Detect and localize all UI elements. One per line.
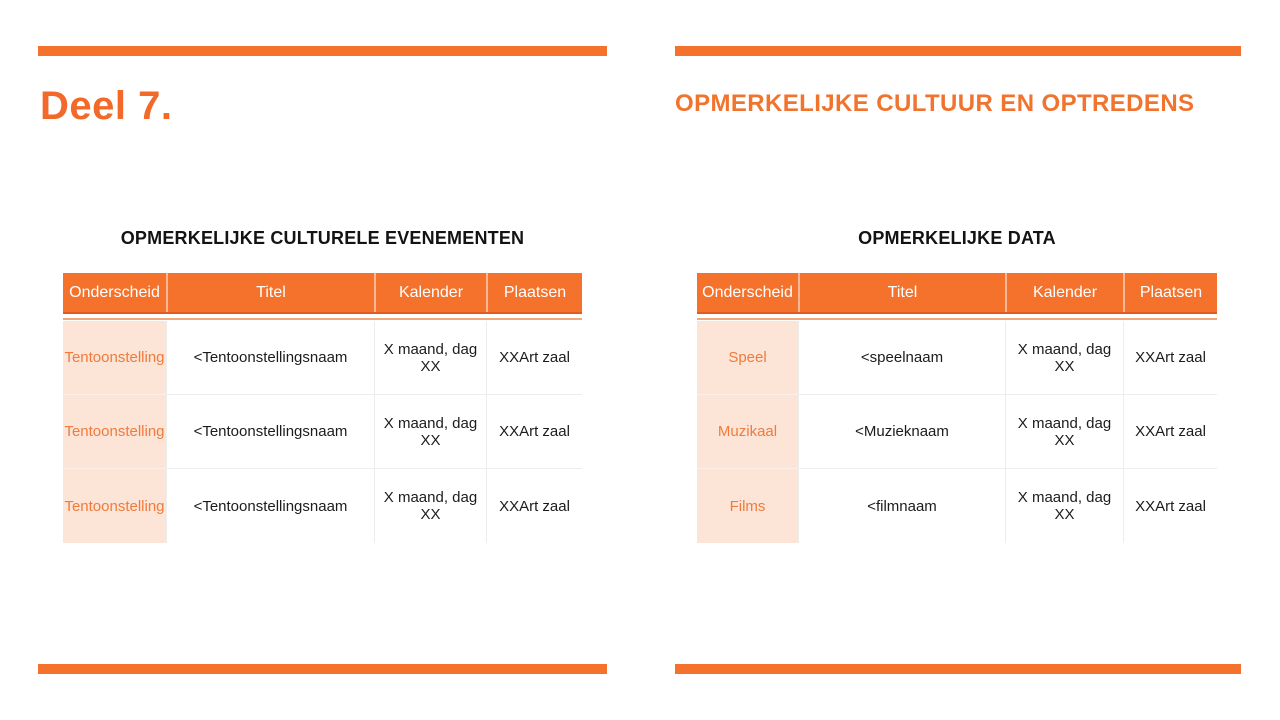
header-underline <box>697 318 1217 320</box>
cell-title: <Tentoonstellingsnaam <box>166 321 374 395</box>
dates-table-title: OPMERKELIJKE DATA <box>858 228 1056 248</box>
column-header-titel: Titel <box>798 273 1005 312</box>
dates-table-header-row <box>697 273 1217 314</box>
table-row <box>697 321 1217 395</box>
column-header-kalender: Kalender <box>374 273 486 312</box>
cell-place: XXArt zaal <box>486 321 582 395</box>
accent-bar-top-left <box>38 46 607 56</box>
cell-category: Tentoonstelling <box>63 395 166 469</box>
table-row <box>63 321 582 395</box>
header-underline <box>63 318 582 320</box>
column-header-onderscheid: Onderscheid <box>69 283 160 301</box>
accent-bar-top-right <box>675 46 1241 56</box>
cell-title: <Tentoonstellingsnaam <box>166 469 374 543</box>
table-row <box>697 469 1217 543</box>
cell-title: <speelnaam <box>798 321 1005 395</box>
cell-title: <Muzieknaam <box>798 395 1005 469</box>
column-header-plaatsen: Plaatsen <box>486 273 582 312</box>
cell-place: XXArt zaal <box>1123 395 1217 469</box>
events-table-body <box>63 321 582 543</box>
cell-category: Tentoonstelling <box>63 321 166 395</box>
cell-place: XXArt zaal <box>486 395 582 469</box>
column-header-plaatsen: Plaatsen <box>1123 273 1217 312</box>
column-header-titel: Titel <box>166 273 374 312</box>
table-row <box>697 395 1217 469</box>
cell-calendar: X maand, dag XX <box>1005 469 1123 543</box>
cell-title: <Tentoonstellingsnaam <box>166 395 374 469</box>
dates-table-body <box>697 321 1217 543</box>
cell-calendar: X maand, dag XX <box>374 321 486 395</box>
cell-place: XXArt zaal <box>1123 321 1217 395</box>
dates-table <box>697 273 1217 543</box>
events-table-title: OPMERKELIJKE CULTURELE EVENEMENTEN <box>120 228 525 248</box>
column-header-onderscheid: Onderscheid <box>702 283 793 301</box>
section-title: Deel 7. <box>40 84 173 128</box>
cell-title: <filmnaam <box>798 469 1005 543</box>
accent-bar-bottom-left <box>38 664 607 674</box>
events-table-header-row <box>63 273 582 314</box>
table-row <box>63 395 582 469</box>
slide-heading: OPMERKELIJKE CULTUUR EN OPTREDENS <box>675 90 1195 117</box>
cell-place: XXArt zaal <box>1123 469 1217 543</box>
cell-category: Tentoonstelling <box>63 469 166 543</box>
cell-category: Speel <box>697 321 798 395</box>
accent-bar-bottom-right <box>675 664 1241 674</box>
cell-calendar: X maand, dag XX <box>1005 321 1123 395</box>
cell-calendar: X maand, dag XX <box>1005 395 1123 469</box>
cell-calendar: X maand, dag XX <box>374 395 486 469</box>
cell-calendar: X maand, dag XX <box>374 469 486 543</box>
cell-category: Films <box>697 469 798 543</box>
events-table <box>63 273 582 543</box>
cell-place: XXArt zaal <box>486 469 582 543</box>
column-header-kalender: Kalender <box>1005 273 1123 312</box>
cell-category: Muzikaal <box>697 395 798 469</box>
table-row <box>63 469 582 543</box>
